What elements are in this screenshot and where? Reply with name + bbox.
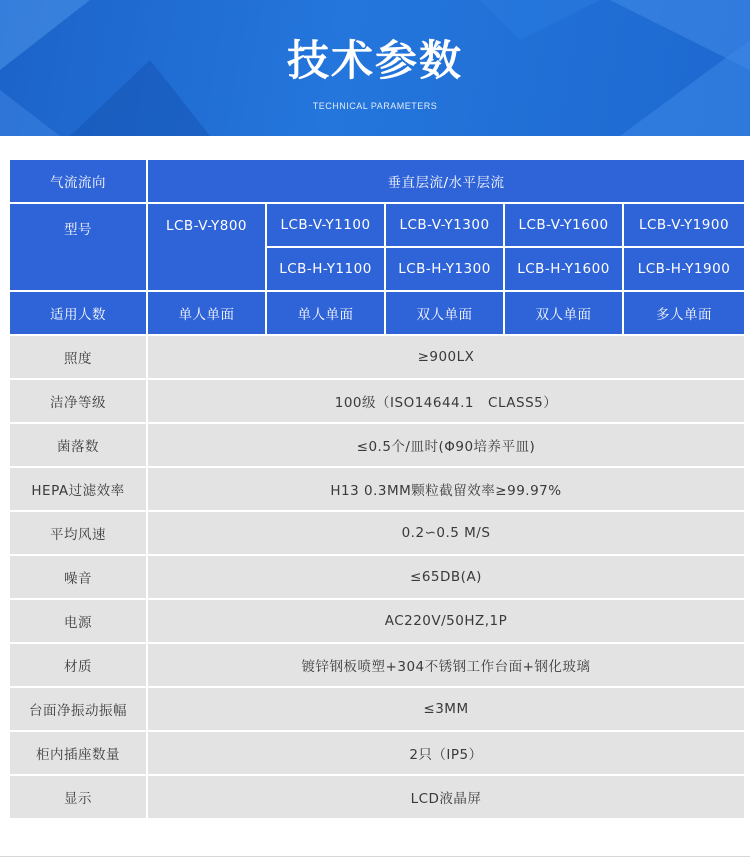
table-row [10,468,744,510]
page-title: 技术参数 [286,36,463,85]
row-value: 0.2∽0.5 M/S [148,512,744,554]
model-cell: LCB-V-Y1900 [624,204,744,246]
users-cell: 多人单面 [624,292,744,334]
row-label: 照度 [10,336,146,378]
row-label: 显示 [10,776,146,818]
page-subtitle: TECHNICAL PARAMETERS [312,101,438,111]
row-label: 噪音 [10,556,146,598]
table-row [10,688,744,730]
row-label: 台面净振动振幅 [10,688,146,730]
row-label: 气流流向 [10,160,146,202]
row-label: 平均风速 [10,512,146,554]
model-cell: LCB-H-Y1900 [624,248,744,290]
row-value: 垂直层流/水平层流 [148,160,744,202]
row-value: 镀锌钢板喷塑+304不锈钢工作台面+钢化玻璃 [148,644,744,686]
row-label: 适用人数 [10,292,146,334]
row-value: AC220V/50HZ,1P [148,600,744,642]
row-label: 型号 [10,204,146,290]
row-label: 柜内插座数量 [10,732,146,774]
model-cell: LCB-H-Y1600 [505,248,622,290]
table-row [10,336,744,378]
row-value: ≤65DB(A) [148,556,744,598]
row-value: 2只（IP5） [148,732,744,774]
table-row [10,644,744,686]
table-row-airflow [10,160,744,202]
users-cell: 单人单面 [148,292,265,334]
table-row [10,776,744,818]
table-row [10,380,744,422]
table-row [10,600,744,642]
table-row [10,556,744,598]
table-row [10,512,744,554]
footer-divider [0,856,750,857]
spec-table [8,158,746,820]
row-value: LCD液晶屏 [148,776,744,818]
row-label: 洁净等级 [10,380,146,422]
row-label: 菌落数 [10,424,146,466]
users-cell: 双人单面 [505,292,622,334]
row-label: HEPA过滤效率 [10,468,146,510]
model-cell: LCB-V-Y1300 [386,204,503,246]
model-cell: LCB-H-Y1100 [267,248,384,290]
users-cell: 双人单面 [386,292,503,334]
table-row-model-v [10,204,744,246]
users-cell: 单人单面 [267,292,384,334]
row-value: 100级（ISO14644.1 CLASS5） [148,380,744,422]
table-row [10,732,744,774]
row-value: ≤3MM [148,688,744,730]
row-value: H13 0.3MM颗粒截留效率≥99.97% [148,468,744,510]
row-value: ≤0.5个/皿时(Φ90培养平皿) [148,424,744,466]
table-row [10,424,744,466]
table-row-users [10,292,744,334]
header-banner [0,0,750,136]
model-cell: LCB-H-Y1300 [386,248,503,290]
model-cell: LCB-V-Y800 [148,204,265,290]
row-label: 材质 [10,644,146,686]
row-label: 电源 [10,600,146,642]
model-cell: LCB-V-Y1600 [505,204,622,246]
row-value: ≥900LX [148,336,744,378]
model-cell: LCB-V-Y1100 [267,204,384,246]
